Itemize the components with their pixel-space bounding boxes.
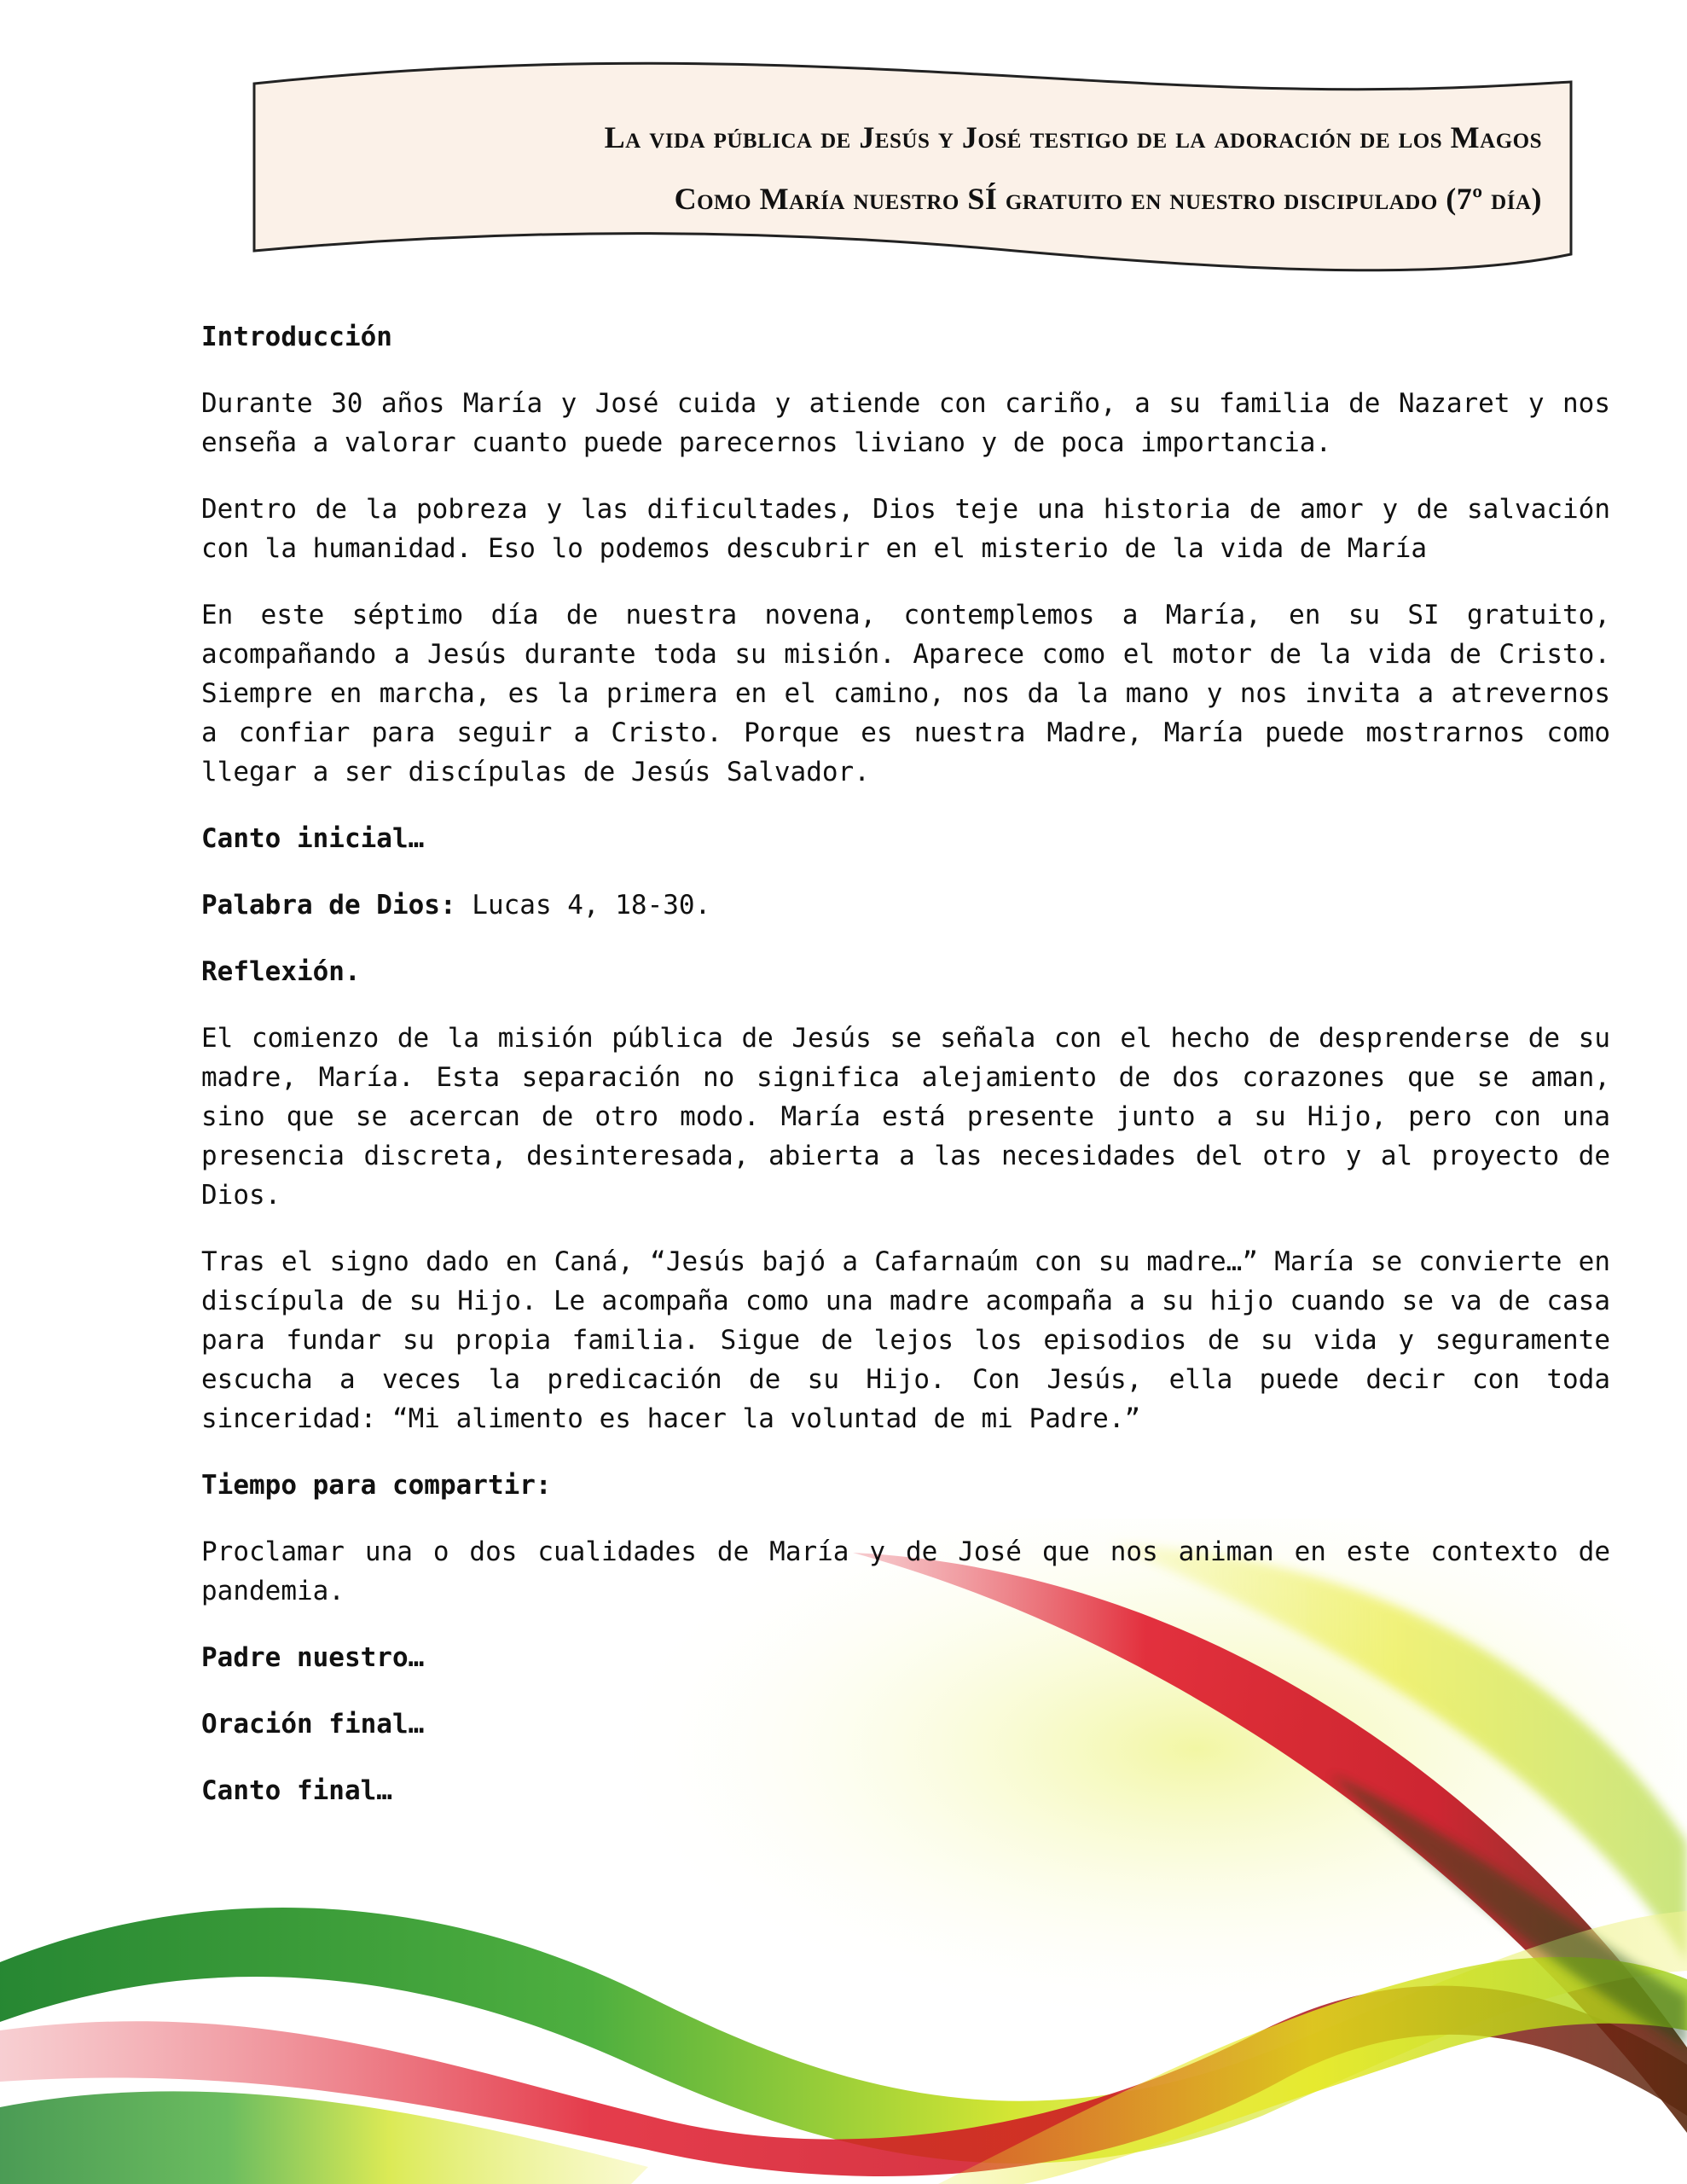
banner-title-line-2: Como María nuestro SÍ gratuito en nuestro discipulado (7º día) bbox=[674, 182, 1542, 216]
title-banner bbox=[247, 53, 1578, 275]
canto-inicial: Canto inicial… bbox=[201, 823, 425, 854]
palabra-reference: Lucas 4, 18-30. bbox=[455, 890, 711, 921]
palabra-label: Palabra de Dios: bbox=[201, 890, 456, 921]
reflexion-paragraph-1: El comienzo de la misión pública de Jesús se señala con el hecho de desprenderse de su madre, María. Esta separación no significa alejamiento de dos corazones que se aman, sino que se acercan de otro modo. María está presente junto a su Hijo, pero con una presencia discreta, desinteresada, abierta a las necesidades del otro y al proyecto de Dios. bbox=[201, 1023, 1610, 1211]
reflexion-heading: Reflexión. bbox=[201, 956, 361, 987]
intro-paragraph-2: Dentro de la pobreza y las dificultades, Dios teje una historia de amor y de salvación con la humanidad. Eso lo podemos descubrir en el misterio de la vida de María bbox=[201, 494, 1610, 564]
reflexion-paragraph-2: Tras el signo dado en Caná, “Jesús bajó a Cafarnaúm con su madre…” María se convierte en discípula de su Hijo. Le acompaña como una madre acompaña a su hijo cuando se va de casa para fundar su propia familia. Sigue de lejos los episodios de su vida y seguramente escucha a veces la predicación de su Hijo. Con Jesús, ella puede decir con toda sinceridad: “Mi alimento es hacer la voluntad de mi Padre.” bbox=[201, 1246, 1610, 1434]
document-body bbox=[201, 317, 1610, 1838]
compartir-heading: Tiempo para compartir: bbox=[201, 1470, 552, 1501]
palabra-de-dios bbox=[201, 886, 1610, 925]
banner-scroll-shape bbox=[247, 53, 1578, 275]
intro-paragraph-1: Durante 30 años María y José cuida y atiende con cariño, a su familia de Nazaret y nos enseña a valorar cuanto puede parecernos liviano y de poca importancia. bbox=[201, 388, 1610, 458]
intro-paragraph-3: En este séptimo día de nuestra novena, contemplemos a María, en su SI gratuito, acompañando a Jesús durante toda su misión. Aparece como el motor de la vida de Cristo. Siempre en marcha, es la primera en el camino, nos da la mano y nos invita a atrevernos a confiar para seguir a Cristo. Porque es nuestra Madre, María puede mostrarnos como llegar a ser discípulas de Jesús Salvador. bbox=[201, 600, 1610, 787]
oracion-final: Oración final… bbox=[201, 1709, 425, 1740]
canto-final: Canto final… bbox=[201, 1775, 392, 1806]
padre-nuestro: Padre nuestro… bbox=[201, 1642, 425, 1673]
intro-heading: Introducción bbox=[201, 322, 392, 352]
banner-title-line-1: La vida pública de Jesús y José testigo de la adoración de los Magos bbox=[604, 120, 1542, 154]
compartir-paragraph: Proclamar una o dos cualidades de María y de José que nos animan en este contexto de pandemia. bbox=[201, 1536, 1610, 1606]
